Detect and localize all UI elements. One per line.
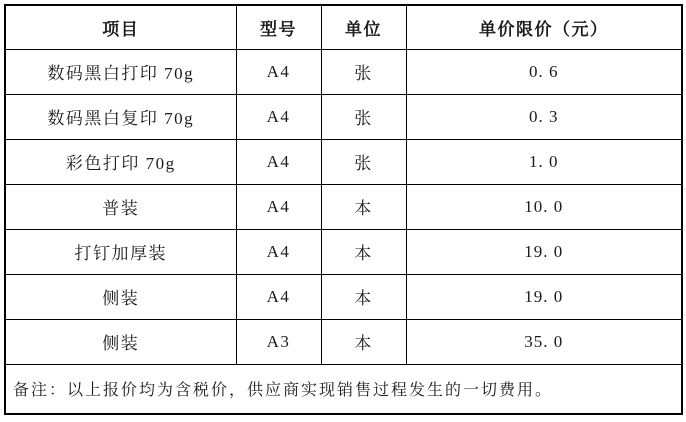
column-header-model: 型号: [236, 5, 321, 49]
table-row: [5, 184, 682, 229]
cell-price: 19. 0: [406, 229, 682, 274]
cell-unit: 张: [321, 139, 406, 184]
cell-model: A3: [236, 319, 321, 364]
table-header-row: [5, 5, 682, 49]
column-header-item: 项目: [5, 5, 236, 49]
cell-item: 侧装: [5, 274, 236, 319]
cell-unit: 本: [321, 274, 406, 319]
cell-model: A4: [236, 94, 321, 139]
note-text: 备注：以上报价均为含税价，供应商实现销售过程发生的一切费用。: [5, 364, 682, 414]
cell-item: 数码黑白打印 70g: [5, 49, 236, 94]
cell-unit: 本: [321, 229, 406, 274]
cell-model: A4: [236, 184, 321, 229]
cell-item: 侧装: [5, 319, 236, 364]
cell-model: A4: [236, 274, 321, 319]
column-header-unit: 单位: [321, 5, 406, 49]
cell-item: 普装: [5, 184, 236, 229]
cell-unit: 本: [321, 319, 406, 364]
cell-model: A4: [236, 139, 321, 184]
cell-price: 1. 0: [406, 139, 682, 184]
cell-price: 10. 0: [406, 184, 682, 229]
cell-price: 0. 6: [406, 49, 682, 94]
cell-price: 35. 0: [406, 319, 682, 364]
table-row: [5, 139, 682, 184]
note-row: [5, 364, 682, 414]
column-header-price: 单价限价（元）: [406, 5, 682, 49]
cell-price: 19. 0: [406, 274, 682, 319]
table-row: [5, 319, 682, 364]
cell-model: A4: [236, 229, 321, 274]
cell-item: 数码黑白复印 70g: [5, 94, 236, 139]
cell-price: 0. 3: [406, 94, 682, 139]
table-row: [5, 274, 682, 319]
price-limit-table: [4, 4, 683, 415]
cell-unit: 张: [321, 49, 406, 94]
cell-item: 彩色打印 70g: [5, 139, 236, 184]
cell-item: 打钉加厚装: [5, 229, 236, 274]
table-row: [5, 229, 682, 274]
cell-unit: 本: [321, 184, 406, 229]
table-row: [5, 94, 682, 139]
cell-model: A4: [236, 49, 321, 94]
cell-unit: 张: [321, 94, 406, 139]
table-row: [5, 49, 682, 94]
